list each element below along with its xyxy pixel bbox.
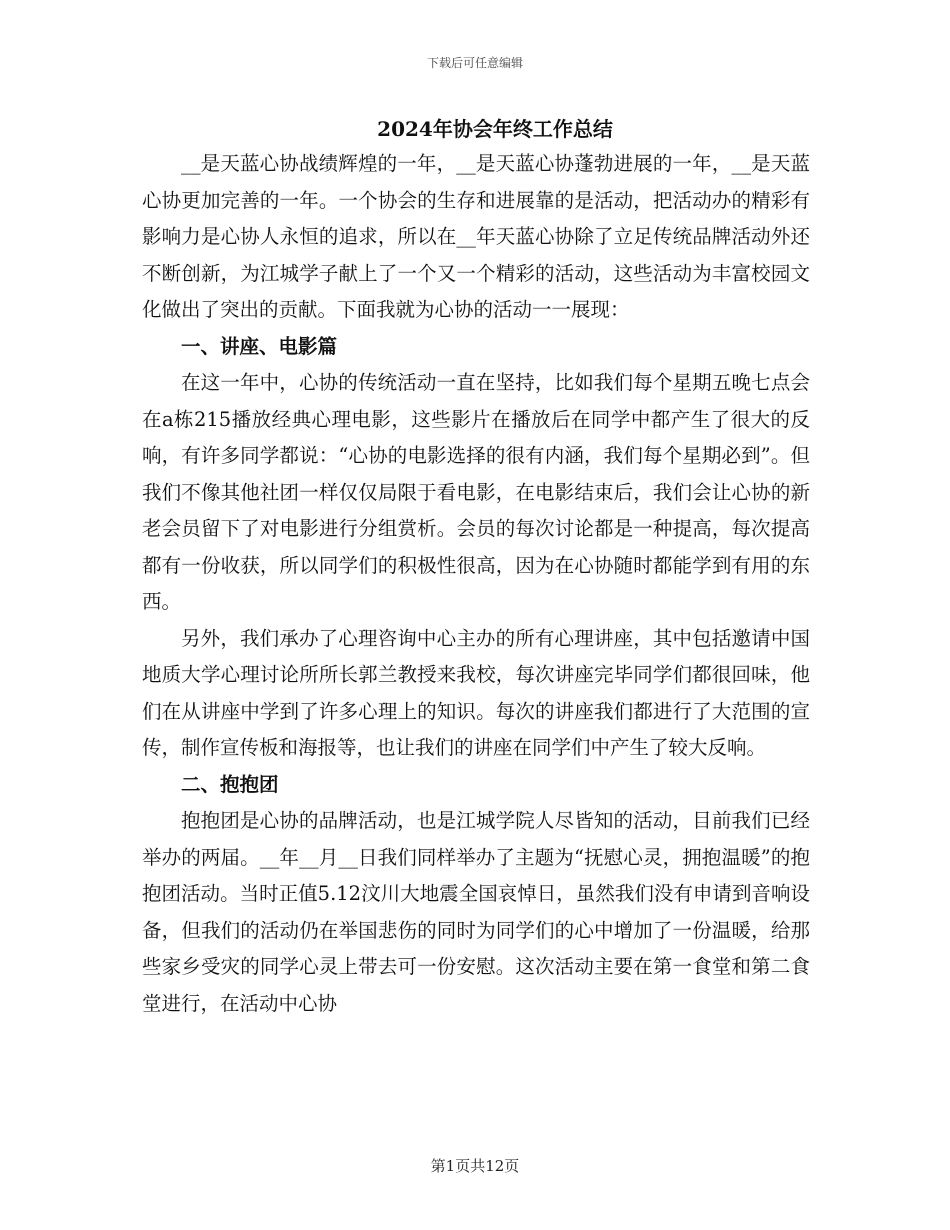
intro-paragraph: __是天蓝心协战绩辉煌的一年，__是天蓝心协蓬勃进展的一年，__是天蓝心协更加完善的一年。一个协会的生存和进展靠的是活动，把活动办的精彩有影响力是心协人永恒的追求，所以在__年天蓝心协除了立足传统品牌活动外还不断创新，为江城学子献上了一个又一个精彩的活动，这些活动为丰富校园文化做出了突出的贡献。下面我就为心协的活动一一展现： (142, 152, 810, 321)
hug-group-paragraph-1: 抱抱团是心协的品牌活动，也是江城学院人尽皆知的活动，目前我们已经举办的两届。__年__月__日我们同样举办了主题为“抚慰心灵，拥抱温暖”的抱抱团活动。当时正值5.12汶川大地震全国哀悼日，虽然我们没有申请到音响设备，但我们的活动仍在举国悲伤的同时为同学们的心中增加了一份温暖，给那些家乡受灾的同学心灵上带去可一份安慰。这次活动主要在第一食堂和第二食堂进行，在活动中心协 (142, 809, 810, 1015)
header-note: 下载后可任意编辑 (426, 56, 523, 70)
section-heading-hug-group: 二、抱抱团 (181, 772, 279, 796)
lectures-paragraph-1: 在这一年中，心协的传统活动一直在坚持，比如我们每个星期五晚七点会在a栋215播放经典心理电影，这些影片在播放后在同学中都产生了很大的反响，有许多同学都说：“心协的电影选择的很有内涵，我们每个星期必到”。但我们不像其他社团一样仅仅局限于看电影，在电影结束后，我们会让心协的新老会员留下了对电影进行分组赏析。会员的每次讨论都是一种提高，每次提高都有一份收获，所以同学们的积极性很高，因为在心协随时都能学到有用的东西。 (142, 371, 810, 613)
document-body (142, 146, 810, 1022)
document-title: 2024年协会年终工作总结 (377, 117, 613, 141)
page-footer: 第1页共12页 (430, 1157, 520, 1175)
section-heading-lectures: 一、讲座、电影篇 (181, 334, 338, 358)
lectures-paragraph-2: 另外，我们承办了心理咨询中心主办的所有心理讲座，其中包括邀请中国地质大学心理讨论所所长郭兰教授来我校，每次讲座完毕同学们都很回味，他们在从讲座中学到了许多心理上的知识。每次的讲座我们都进行了大范围的宣传，制作宣传板和海报等，也让我们的讲座在同学们中产生了较大反响。 (142, 626, 810, 759)
